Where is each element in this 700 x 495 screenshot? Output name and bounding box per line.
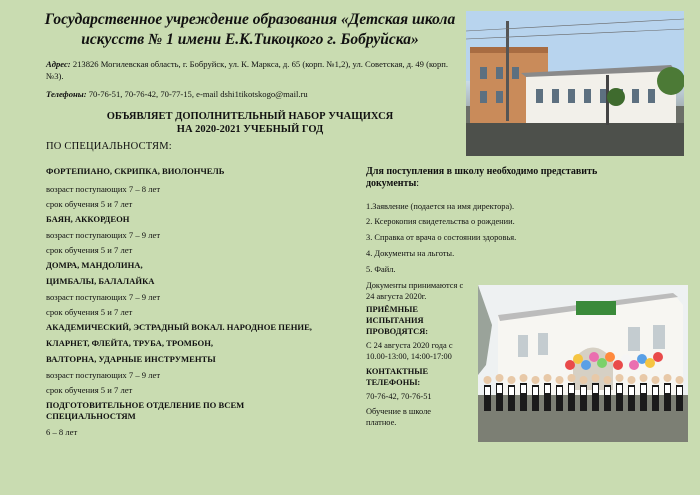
address-label: Адрес: [46, 59, 71, 69]
phones-text: 70-76-51, 70-76-42, 70-77-15, e-mail dshi1tikotskogo@mail.ru [86, 89, 308, 99]
school-building-image [466, 11, 684, 156]
document-item: 1.Заявление (подается на имя директора). [366, 202, 515, 211]
announcement-line2: НА 2020-2021 УЧЕБНЫЙ ГОД [176, 124, 324, 135]
documents-heading-colon: : [416, 178, 420, 189]
specialty-age: возраст поступающих 7 – 9 лет [46, 370, 161, 380]
accept-line2: 24 августа 2020г. [366, 292, 427, 301]
announcement-line1: ОБЪЯВЛЯЕТ ДОПОЛНИТЕЛЬНЫЙ НАБОР УЧАЩИХСЯ [106, 111, 394, 122]
phones [46, 88, 464, 100]
specialty-term: срок обучения 5 и 7 лет [46, 245, 133, 255]
specialty-vocal: АКАДЕМИЧЕСКИЙ, ЭСТРАДНЫЙ ВОКАЛ. НАРОДНОЕ ПЕНИЕ, [46, 322, 312, 332]
announcement [40, 110, 460, 136]
specialty-tsimbaly: ЦИМБАЛЫ, БАЛАЛАЙКА [46, 276, 155, 286]
specialty-preparatory-age: 6 – 8 лет [46, 427, 78, 437]
contacts-heading [366, 366, 428, 388]
contacts-phones: 70-76-42, 70-76-51 [366, 392, 432, 401]
document-item: 4. Документы на льготы. [366, 249, 455, 258]
paid-note-line1: Обучение в школе [366, 407, 431, 416]
document-item: 3. Справка от врача о состоянии здоровья. [366, 233, 517, 242]
contacts-heading-line1: КОНТАКТНЫЕ [366, 367, 429, 376]
specialty-preparatory: ПОДГОТОВИТЕЛЬНОЕ ОТДЕЛЕНИЕ ПО ВСЕМ [46, 400, 245, 410]
exams-schedule-line2: 10.00-13:00, 14:00-17:00 [366, 352, 452, 361]
school-title-line2: искусств № 1 имени Е.К.Тикоцкого г. Бобруйска» [81, 31, 419, 48]
specialty-winds: КЛАРНЕТ, ФЛЕЙТА, ТРУБА, ТРОМБОН, [46, 338, 214, 348]
school-building-photo [466, 11, 684, 156]
documents-heading-line1: Для поступления в школу необходимо представить [366, 166, 598, 177]
exams-heading-line3: ПРОВОДЯТСЯ: [366, 327, 429, 336]
specialty-age: возраст поступающих 7 – 8 лет [46, 184, 161, 194]
students-image [478, 285, 688, 442]
specialty-term: срок обучения 5 и 7 лет [46, 385, 133, 395]
exams-heading [366, 304, 428, 337]
exams-heading-line2: ИСПЫТАНИЯ [366, 316, 424, 325]
specialty-preparatory-2: СПЕЦИАЛЬНОСТЯМ [46, 411, 136, 421]
specialty-age: возраст поступающих 7 – 9 лет [46, 230, 161, 240]
documents-heading-line2: документы [366, 178, 417, 189]
document-item: 5. Файл. [366, 265, 396, 274]
specialty-bayan: БАЯН, АККОРДЕОН [46, 214, 130, 224]
exams-schedule [366, 340, 453, 362]
document-item: 2. Ксерокопия свидетельства о рождении. [366, 217, 515, 226]
specialty-piano-violin: ФОРТЕПИАНО, СКРИПКА, ВИОЛОНЧЕЛЬ [46, 166, 225, 176]
address-text: 213826 Могилевская область, г. Бобруйск, ул. К. Маркса, д. 65 (корп. №1,2), ул. Советская, д. 49 (корп. №3). [46, 59, 449, 81]
phones-label: Телефоны: [46, 89, 87, 99]
specialties-heading: ПО СПЕЦИАЛЬНОСТЯМ: [46, 141, 172, 152]
specialty-age: возраст поступающих 7 – 9 лет [46, 292, 161, 302]
address [46, 58, 464, 82]
specialty-term: срок обучения 5 и 7 лет [46, 199, 133, 209]
specialty-domra: ДОМРА, МАНДОЛИНА, [46, 260, 143, 270]
specialty-horn-drums: ВАЛТОРНА, УДАРНЫЕ ИНСТРУМЕНТЫ [46, 354, 216, 364]
accept-line1: Документы принимаются с [366, 281, 464, 290]
exams-heading-line1: ПРИЁМНЫЕ [366, 305, 418, 314]
school-title-line1: Государственное учреждение образования «Детская школа [44, 11, 456, 28]
exams-schedule-line1: С 24 августа 2020 года с [366, 341, 453, 350]
contacts-heading-line2: ТЕЛЕФОНЫ: [366, 378, 421, 387]
paid-note [366, 406, 431, 428]
school-title [40, 10, 460, 50]
documents-heading [366, 166, 666, 190]
specialty-term: срок обучения 5 и 7 лет [46, 307, 133, 317]
paid-note-line2: платное. [366, 418, 397, 427]
students-photo [478, 285, 688, 442]
documents-accept-date [366, 280, 463, 302]
